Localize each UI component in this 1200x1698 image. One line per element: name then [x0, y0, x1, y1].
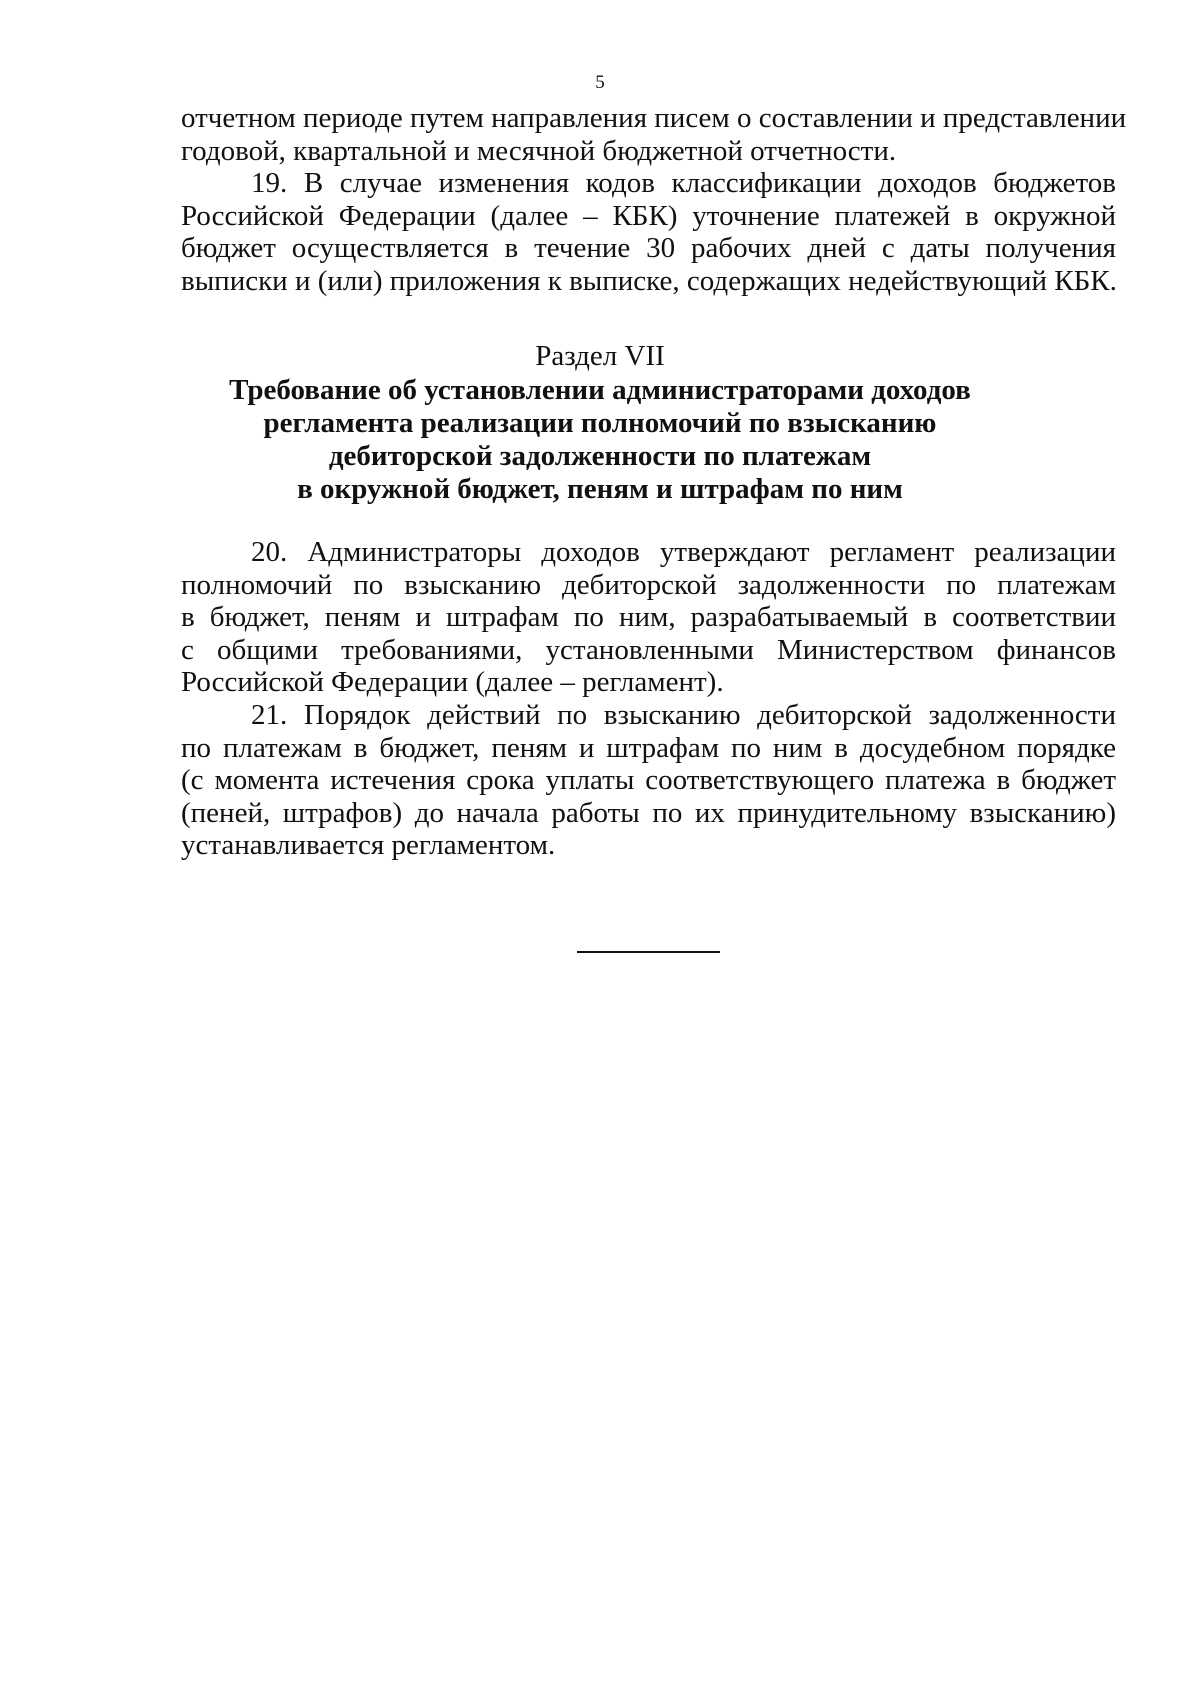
text-line: (пеней, штрафов) до начала работы по их принудительному взысканию) — [181, 796, 1116, 829]
end-of-document-rule — [577, 951, 720, 953]
text-line: Российской Федерации (далее – КБК) уточнение платежей в окружной — [181, 199, 1116, 232]
text-line: устанавливается регламентом. — [181, 829, 556, 862]
section-title: Раздел VII — [535, 340, 665, 372]
text-line: с общими требованиями, установленными Министерством финансов — [181, 633, 1116, 666]
text-line: в бюджет, пеням и штрафам по ним, разрабатываемый в соответствии — [181, 601, 1116, 634]
text-line: (с момента истечения срока уплаты соответствующего платежа в бюджет — [181, 764, 1116, 797]
text-line: по платежам в бюджет, пеням и штрафам по ним в досудебном порядке — [181, 731, 1116, 764]
page-number: 5 — [595, 72, 605, 93]
intro-paragraph — [181, 102, 1127, 167]
heading-line: в окружной бюджет, пеням и штрафам по ним — [297, 473, 903, 505]
text-line: полномочий по взысканию дебиторской задолженности по платежам — [181, 568, 1116, 601]
heading-line: Требование об установлении администраторами доходов — [229, 374, 971, 406]
paragraph-19 — [181, 167, 1116, 297]
text-line: Российской Федерации (далее – регламент). — [181, 666, 724, 699]
heading-line: дебиторской задолженности по платежам — [328, 440, 872, 472]
text-line: 19. В случае изменения кодов классификации доходов бюджетов — [251, 167, 1116, 199]
paragraph-20 — [181, 536, 1116, 699]
text-line: 21. Порядок действий по взысканию дебиторской задолженности — [251, 699, 1116, 731]
paragraph-21 — [181, 699, 1116, 862]
text-line: годовой, квартальной и месячной бюджетной отчетности. — [181, 134, 897, 167]
text-line: отчетном периоде путем направления писем о составлении и представлении — [181, 102, 1127, 134]
text-line: бюджет осуществляется в течение 30 рабочих дней с даты получения — [181, 232, 1116, 265]
text-line: 20. Администраторы доходов утверждают регламент реализации — [251, 536, 1116, 568]
text-line: выписки и (или) приложения к выписке, содержащих недействующий КБК. — [181, 264, 1117, 297]
heading-line: регламента реализации полномочий по взысканию — [263, 407, 937, 439]
section-heading — [0, 374, 1200, 506]
